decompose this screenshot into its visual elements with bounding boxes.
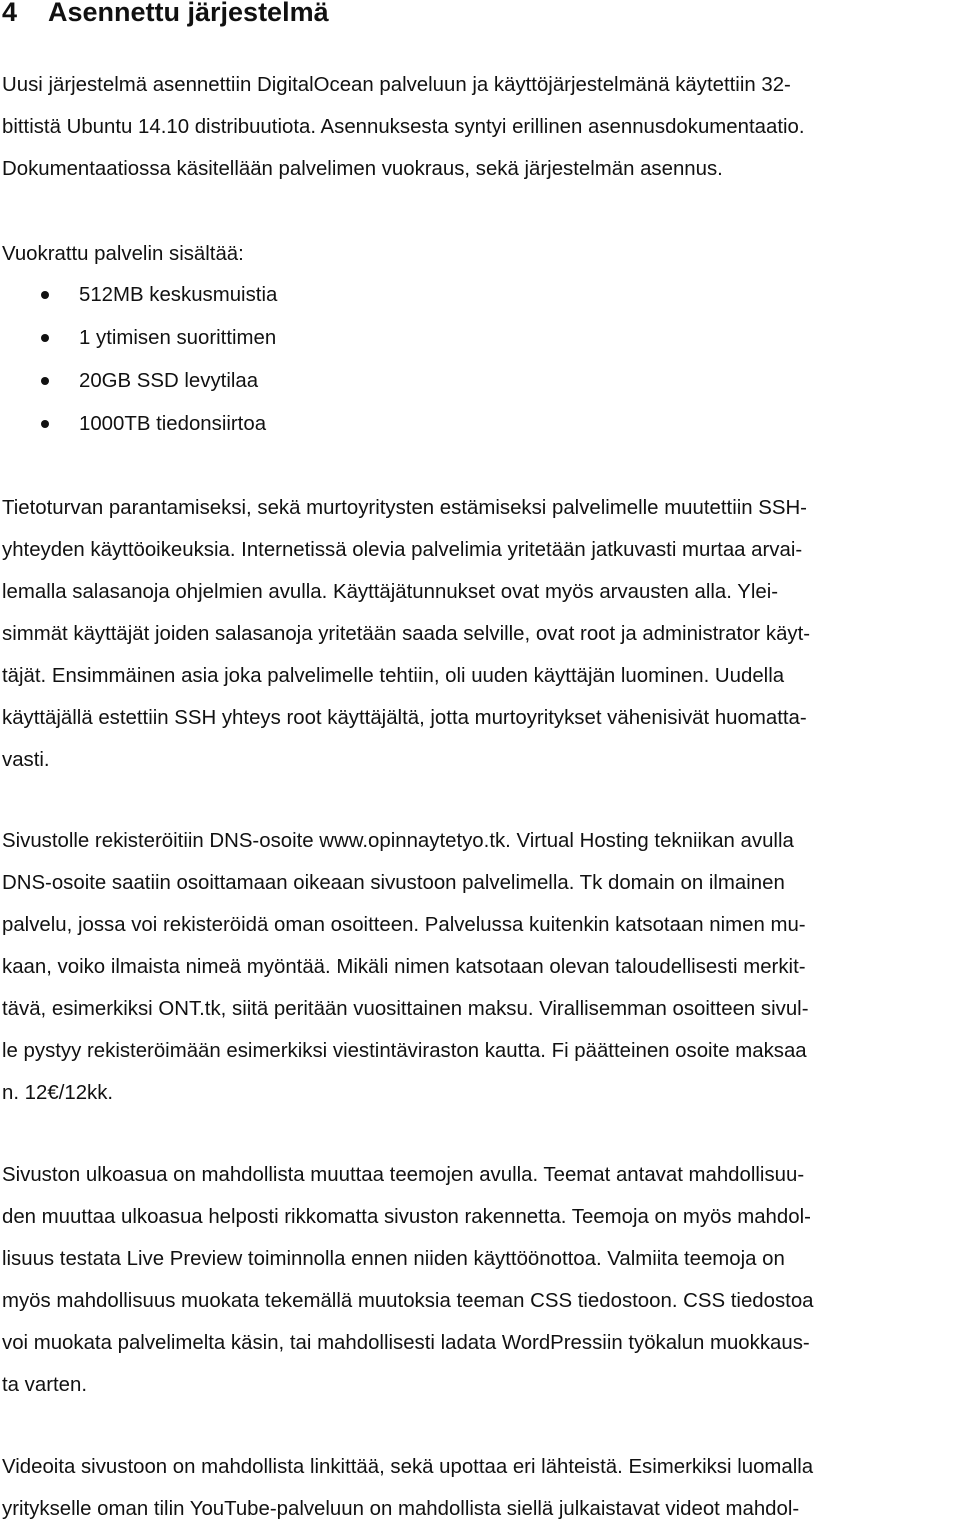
paragraph-line: DNS-osoite saatiin osoittamaan oikeaan sivustoon palvelimella. Tk domain on ilmainen <box>2 872 785 894</box>
paragraph-line: myös mahdollisuus muokata tekemällä muutoksia teeman CSS tiedostoon. CSS tiedostoa <box>2 1290 814 1312</box>
paragraph-line: tävä, esimerkiksi ONT.tk, siitä peritään vuosittainen maksu. Virallisemman osoitteen sivul- <box>2 998 809 1020</box>
paragraph-line: Videoita sivustoon on mahdollista linkittää, sekä upottaa eri lähteistä. Esimerkiksi luomalla <box>2 1456 814 1478</box>
paragraph-line: käyttäjällä estettiin SSH yhteys root käyttäjältä, jotta murtoyritykset vähenisivät huomatta- <box>2 707 807 729</box>
paragraph-line: Sivuston ulkoasua on mahdollista muuttaa teemojen avulla. Teemat antavat mahdollisuu- <box>2 1164 805 1186</box>
list-item-text: 512MB keskusmuistia <box>79 284 278 306</box>
section-number: 4 <box>2 0 18 27</box>
server-list-intro: Vuokrattu palvelin sisältää: <box>2 243 244 265</box>
paragraph-line: palvelu, jossa voi rekisteröidä oman osoitteen. Palvelussa kuitenkin katsotaan nimen mu- <box>2 914 806 936</box>
paragraph-line: Tietoturvan parantamiseksi, sekä murtoyritysten estämiseksi palvelimelle muutettiin SSH- <box>2 497 807 519</box>
paragraph-line: lisuus testata Live Preview toiminnolla ennen niiden käyttöönottoa. Valmiita teemoja on <box>2 1248 785 1270</box>
paragraph-line: Dokumentaatiossa käsitellään palvelimen vuokraus, sekä järjestelmän asennus. <box>2 158 723 180</box>
paragraph-line: le pystyy rekisteröimään esimerkiksi viestintäviraston kautta. Fi päätteinen osoite maksaa <box>2 1040 807 1062</box>
paragraph-line: n. 12€/12kk. <box>2 1082 114 1104</box>
paragraph-line: Sivustolle rekisteröitiin DNS-osoite www.opinnaytetyo.tk. Virtual Hosting tekniikan avulla <box>2 830 794 852</box>
paragraph-line: kaan, voiko ilmaista nimeä myöntää. Mikäli nimen katsotaan olevan taloudellisesti merkit- <box>2 956 806 978</box>
list-item <box>0 280 600 310</box>
paragraph-line: yhteyden käyttöoikeuksia. Internetissä olevia palvelimia yritetään jatkuvasti murtaa arvai- <box>2 539 803 561</box>
paragraph-line: vasti. <box>2 749 50 771</box>
paragraph-line: Uusi järjestelmä asennettiin DigitalOcean palveluun ja käyttöjärjestelmänä käytettiin 32- <box>2 74 791 96</box>
list-item <box>0 323 600 353</box>
bullet-icon <box>41 334 49 342</box>
paragraph-line: täjät. Ensimmäinen asia joka palvelimelle tehtiin, oli uuden käyttäjän luominen. Uudella <box>2 665 785 687</box>
paragraph-line: simmät käyttäjät joiden salasanoja yritetään saada selville, ovat root ja administrator käyt- <box>2 623 811 645</box>
list-item-text: 1000TB tiedonsiirtoa <box>79 413 267 435</box>
list-item-text: 1 ytimisen suorittimen <box>79 327 277 349</box>
list-item-text: 20GB SSD levytilaa <box>79 370 259 392</box>
bullet-icon <box>41 291 49 299</box>
paragraph-line: lemalla salasanoja ohjelmien avulla. Käyttäjätunnukset ovat myös arvausten alla. Ylei- <box>2 581 779 603</box>
paragraph-line: voi muokata palvelimelta käsin, tai mahdollisesti ladata WordPressiin työkalun muokkaus- <box>2 1332 810 1354</box>
section-title: Asennettu järjestelmä <box>48 0 329 27</box>
paragraph-line: yritykselle oman tilin YouTube-palveluun on mahdollista siellä julkaistavat videot mahdol- <box>2 1498 800 1520</box>
section-heading <box>2 0 329 32</box>
list-item <box>0 409 600 439</box>
paragraph-line: ta varten. <box>2 1374 88 1396</box>
list-item <box>0 366 600 396</box>
paragraph-line: bittistä Ubuntu 14.10 distribuutiota. Asennuksesta syntyi erillinen asennusdokumentaatio. <box>2 116 805 138</box>
bullet-icon <box>41 420 49 428</box>
bullet-icon <box>41 377 49 385</box>
paragraph-line: den muuttaa ulkoasua helposti rikkomatta sivuston rakennetta. Teemoja on myös mahdol- <box>2 1206 811 1228</box>
